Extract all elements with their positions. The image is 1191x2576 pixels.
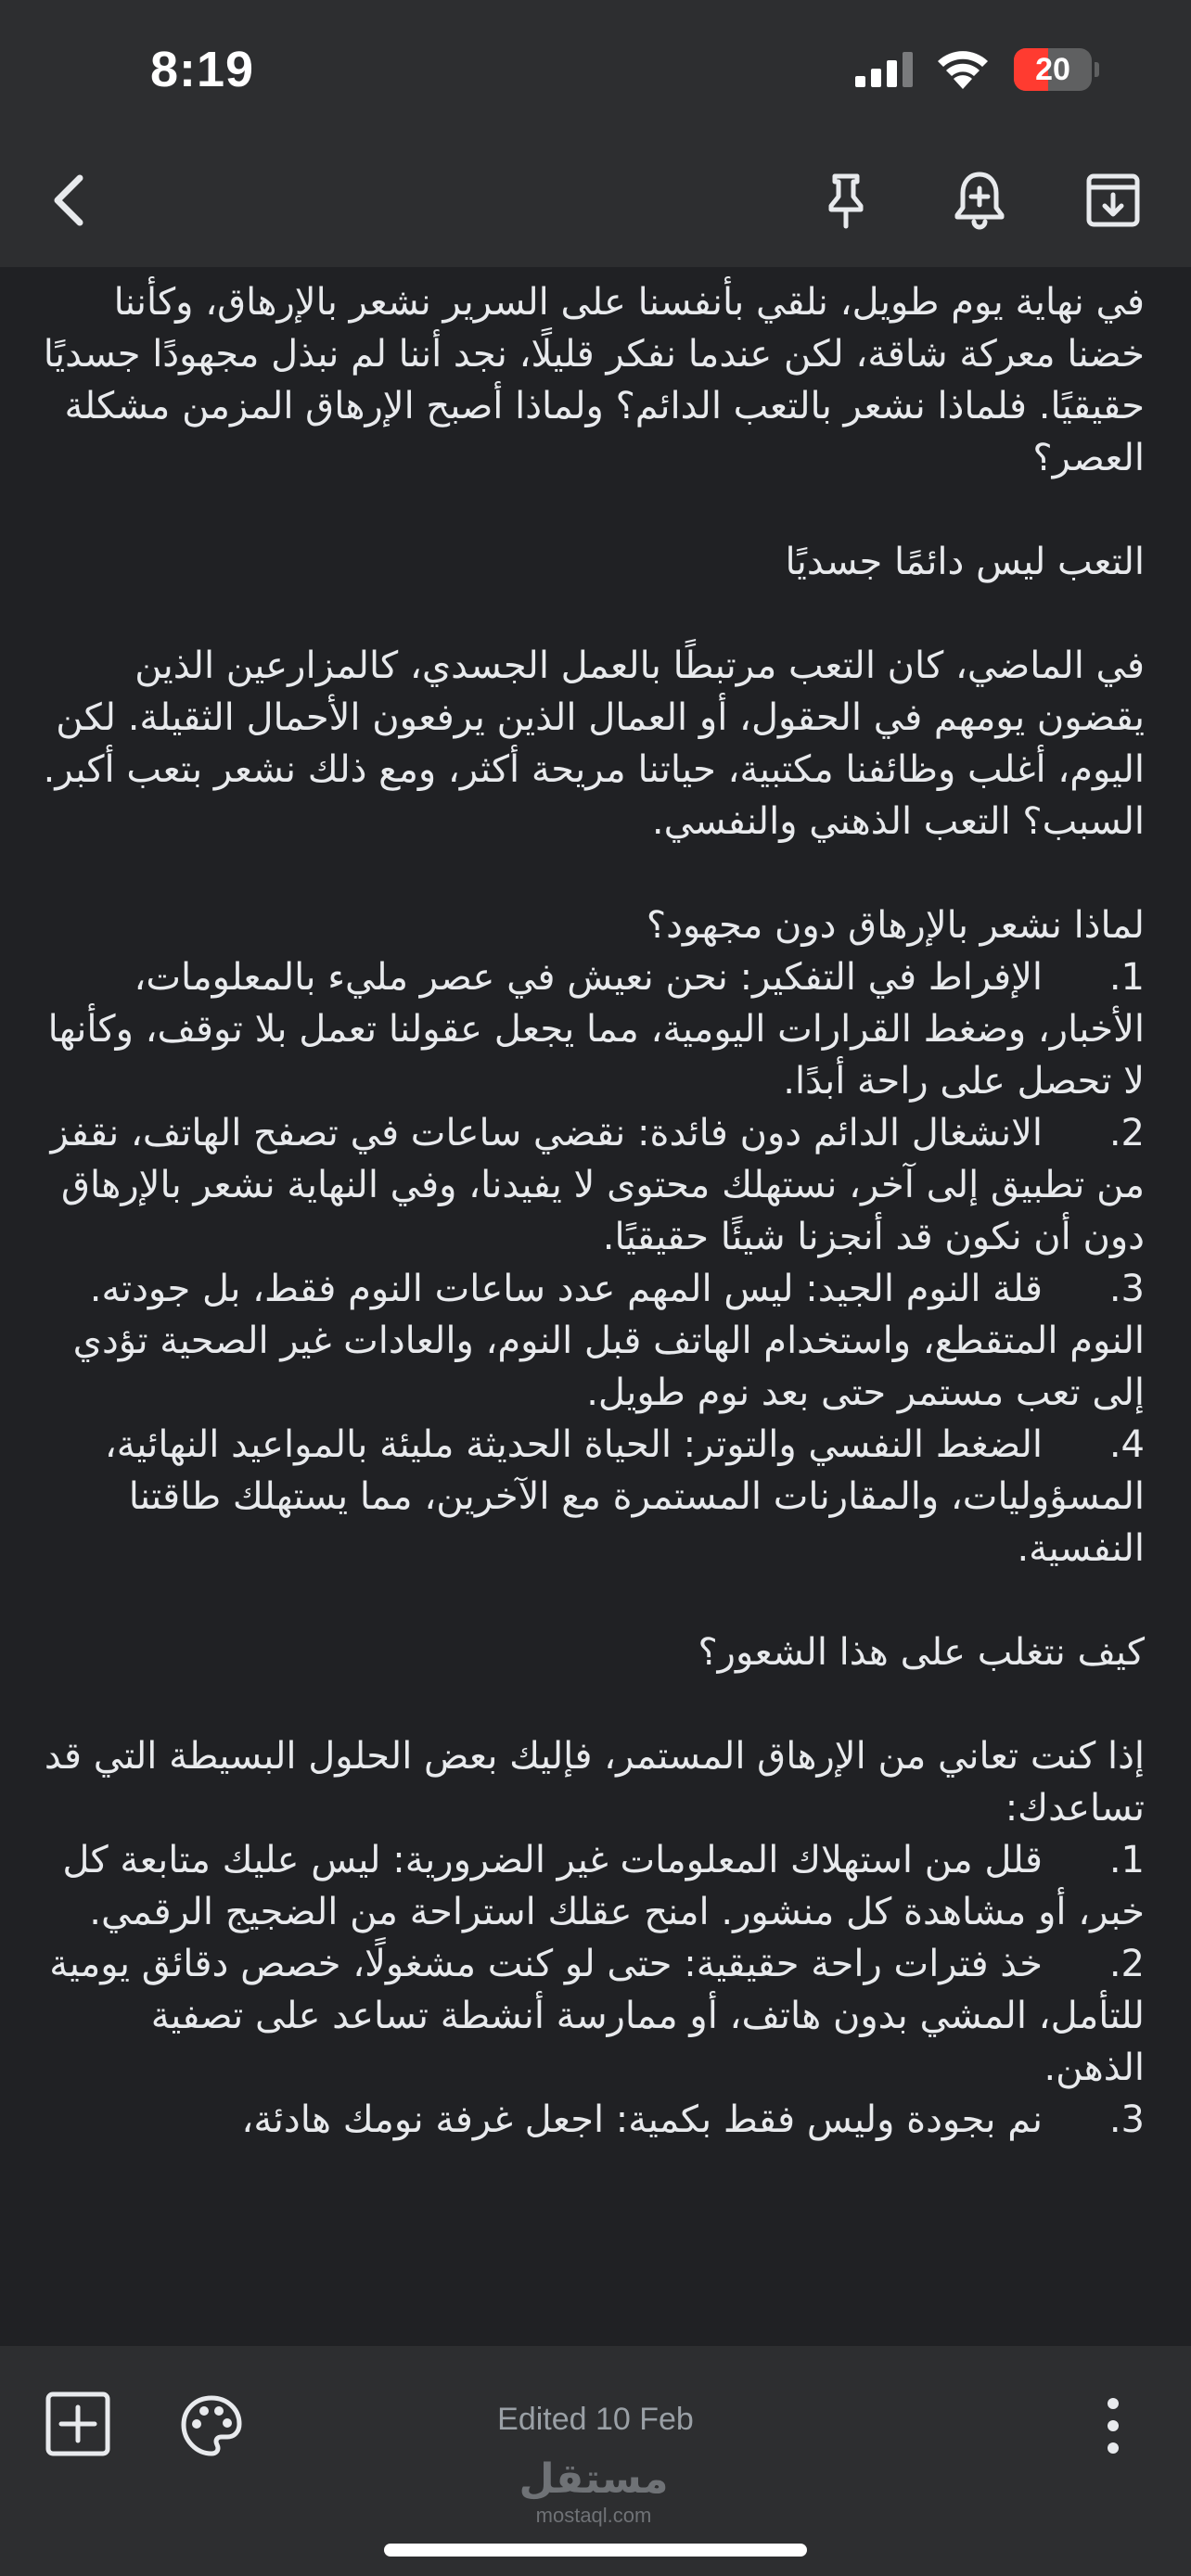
reminder-bell-icon[interactable]	[942, 163, 1017, 237]
note-text[interactable]	[43, 276, 1145, 2146]
note-app-bar	[0, 139, 1191, 267]
reason-item: 2.الانشغال الدائم دون فائدة: نقضي ساعات في تصفح الهاتف، نقفز من تطبيق إلى آخر، نستهلك محتوى لا يفيدنا، وفي النهاية نشعر بالإرهاق دون أن نكون قد أنجزنا شيئًا حقيقيًا.	[50, 1112, 1145, 1258]
edited-timestamp: Edited 10 Feb	[497, 2402, 694, 2437]
note-paragraph-2: إذا كنت تعاني من الإرهاق المستمر، فإليك بعض الحلول البسيطة التي قد تساعدك:	[44, 1735, 1145, 1830]
solution-item: 2.خذ فترات راحة حقيقية: حتى لو كنت مشغولًا، خصص دقائق يومية للتأمل، المشي بدون هاتف، أو ممارسة أنشطة تساعد على تصفية الذهن.	[49, 1943, 1145, 2089]
pin-icon[interactable]	[809, 163, 883, 237]
note-bottom-bar	[0, 2346, 1191, 2576]
reason-item: 3.قلة النوم الجيد: ليس المهم عدد ساعات النوم فقط، بل جودته. النوم المتقطع، واستخدام الهاتف قبل النوم، والعادات غير الصحية تؤدي إلى تعب مستمر حتى بعد نوم طويل.	[72, 1268, 1145, 1414]
more-vert-icon[interactable]	[1093, 2389, 1133, 2463]
note-body[interactable]	[0, 267, 1191, 2346]
note-heading-1: التعب ليس دائمًا جسديًا	[785, 541, 1145, 583]
note-intro: في نهاية يوم طويل، نلقي بأنفسنا على السرير نشعر بالإرهاق، وكأننا خضنا معركة شاقة، لكن عندما نفكر قليلًا، نجد أننا لم نبذل مجهودًا جسديًا حقيقيًا. فلماذا نشعر بالتعب الدائم؟ ولماذا أصبح الإرهاق المزمن مشكلة العصر؟	[43, 281, 1145, 479]
note-heading-3: كيف نتغلب على هذا الشعور؟	[698, 1631, 1145, 1674]
note-paragraph-1: في الماضي، كان التعب مرتبطًا بالعمل الجسدي، كالمزارعين الذين يقضون يومهم في الحقول، أو العمال الذين يرفعون الأحمال الثقيلة. لكن اليوم، أغلب وظائفنا مكتبية، حياتنا مريحة أكثر، ومع ذلك نشعر بتعب أكبر. السبب؟ التعب الذهني والنفسي.	[43, 644, 1145, 843]
wifi-icon	[935, 46, 991, 89]
reason-item: 1.الإفراط في التفكير: نحن نعيش في عصر مليء بالمعلومات، الأخبار، وضغط القرارات اليومية، مما يجعل عقولنا تعمل بلا توقف، وكأنها لا تحصل على راحة أبدًا.	[47, 956, 1145, 1103]
watermark-url: mostaql.com	[535, 2504, 652, 2527]
solution-item: 3.نم بجودة وليس فقط بكمية: اجعل غرفة نومك هادئة،	[241, 2098, 1145, 2141]
signal-icon	[855, 52, 915, 87]
note-heading-2: لماذا نشعر بالإرهاق دون مجهود؟	[646, 904, 1145, 947]
reason-item: 4.الضغط النفسي والتوتر: الحياة الحديثة مليئة بالمواعيد النهائية، المسؤوليات، والمقارنات المستمرة مع الآخرين، مما يستهلك طاقتنا النفسية.	[104, 1423, 1145, 1570]
archive-icon[interactable]	[1076, 163, 1150, 237]
solution-item: 1.قلل من استهلاك المعلومات غير الضرورية: ليس عليك متابعة كل خبر، أو مشاهدة كل منشور. امنح عقلك استراحة من الضجيج الرقمي.	[62, 1839, 1145, 1933]
back-arrow-icon[interactable]	[37, 163, 111, 237]
status-bar	[0, 0, 1191, 139]
watermark	[501, 2455, 686, 2528]
battery-icon	[1014, 48, 1099, 91]
watermark-logo: مستقل	[519, 2455, 669, 2503]
home-indicator[interactable]	[384, 2544, 807, 2557]
battery-level: 20	[1035, 52, 1070, 87]
status-time: 8:19	[150, 42, 255, 97]
